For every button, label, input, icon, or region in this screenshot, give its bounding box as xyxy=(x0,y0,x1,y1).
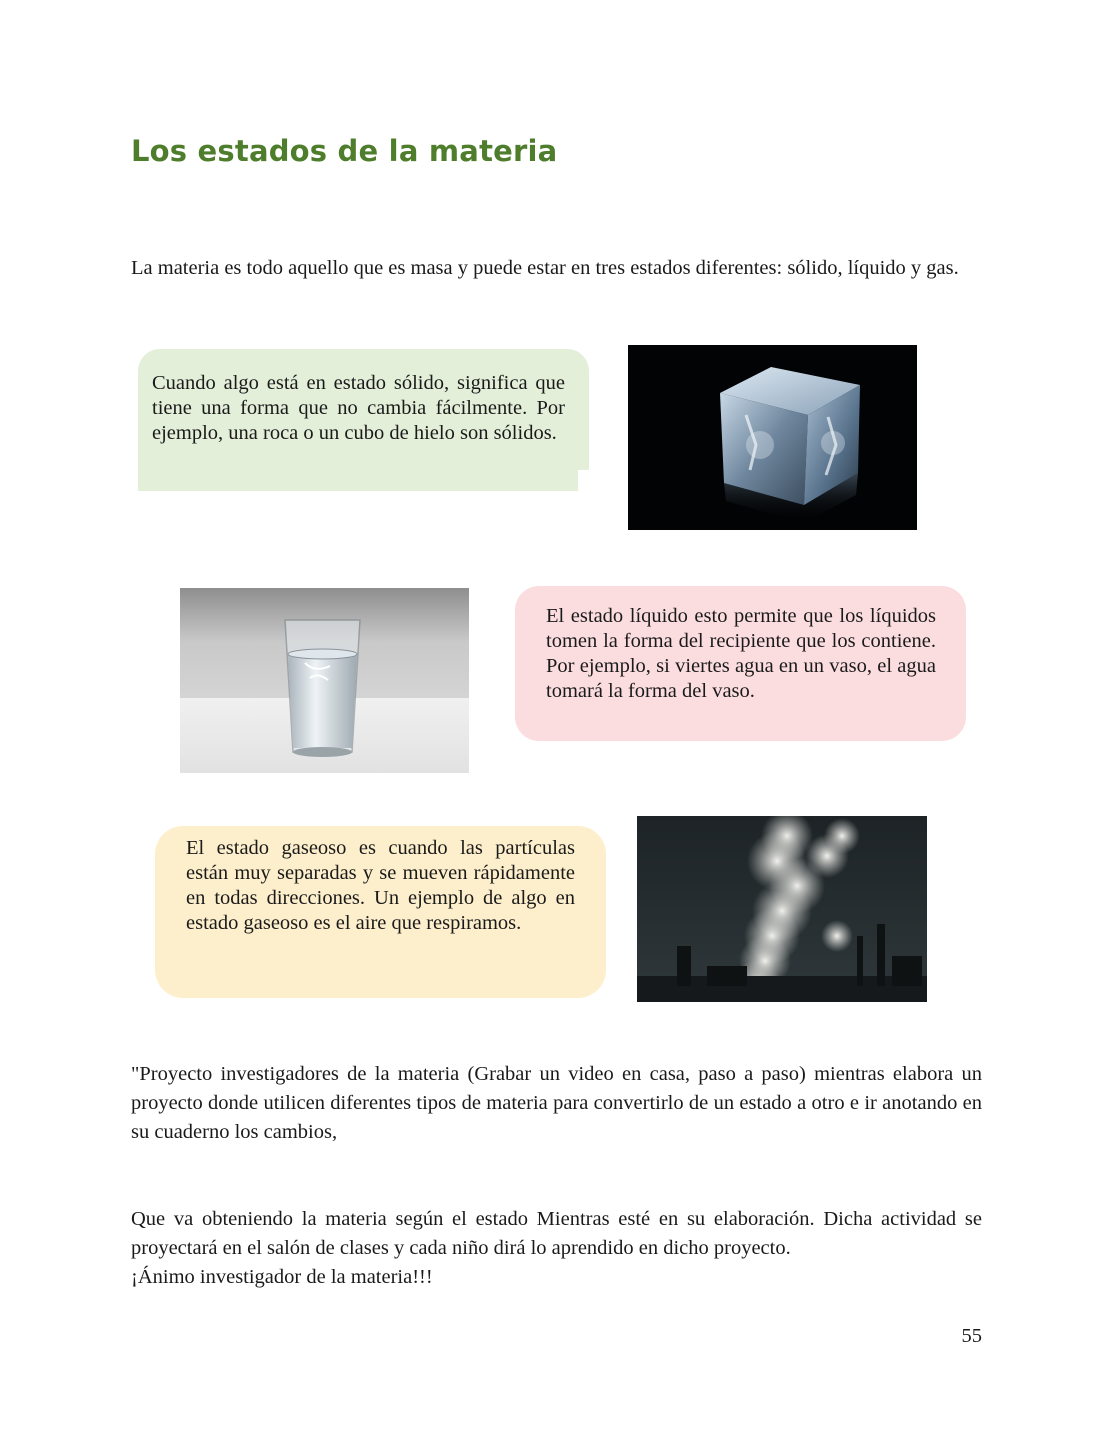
liquid-state-text: El estado líquido esto permite que los líquidos tomen la forma del recipiente que los contiene. Por ejemplo, si viertes agua en un vaso, el agua tomará la forma del vaso. xyxy=(546,605,936,702)
gas-state-box xyxy=(155,826,606,998)
page-title: Los estados de la materia xyxy=(131,134,558,168)
steam-smoke-photo xyxy=(637,816,927,1002)
closing-paragraph: Que va obteniendo la materia según el estado Mientras esté en su elaboración. Dicha actividad se proyectará en el salón de clases y cada niño dirá lo aprendido en dicho proyecto. xyxy=(131,1208,982,1259)
ice-cube-photo xyxy=(628,345,917,530)
solid-box-notch xyxy=(578,470,590,492)
solid-state-box xyxy=(138,349,589,491)
water-glass-photo xyxy=(180,588,469,773)
page-number: 55 xyxy=(961,1325,982,1347)
closing-cheer: ¡Ánimo investigador de la materia!!! xyxy=(131,1266,433,1288)
liquid-state-box xyxy=(515,586,966,741)
intro-paragraph: La materia es todo aquello que es masa y puede estar en tres estados diferentes: sólido, líquido y gas. xyxy=(131,257,959,279)
gas-state-text: El estado gaseoso es cuando las partículas están muy separadas y se mueven rápidamente en todas direcciones. Un ejemplo de algo en estado gaseoso es el aire que respiramos. xyxy=(186,837,575,934)
project-paragraph: "Proyecto investigadores de la materia (Grabar un video en casa, paso a paso) mientras elabora un proyecto donde utilicen diferentes tipos de materia para convertirlo de un estado a otro e ir anotando en su cuaderno los cambios, xyxy=(131,1063,982,1143)
solid-state-text: Cuando algo está en estado sólido, significa que tiene una forma que no cambia fácilmente. Por ejemplo, una roca o un cubo de hielo son sólidos. xyxy=(152,372,565,444)
